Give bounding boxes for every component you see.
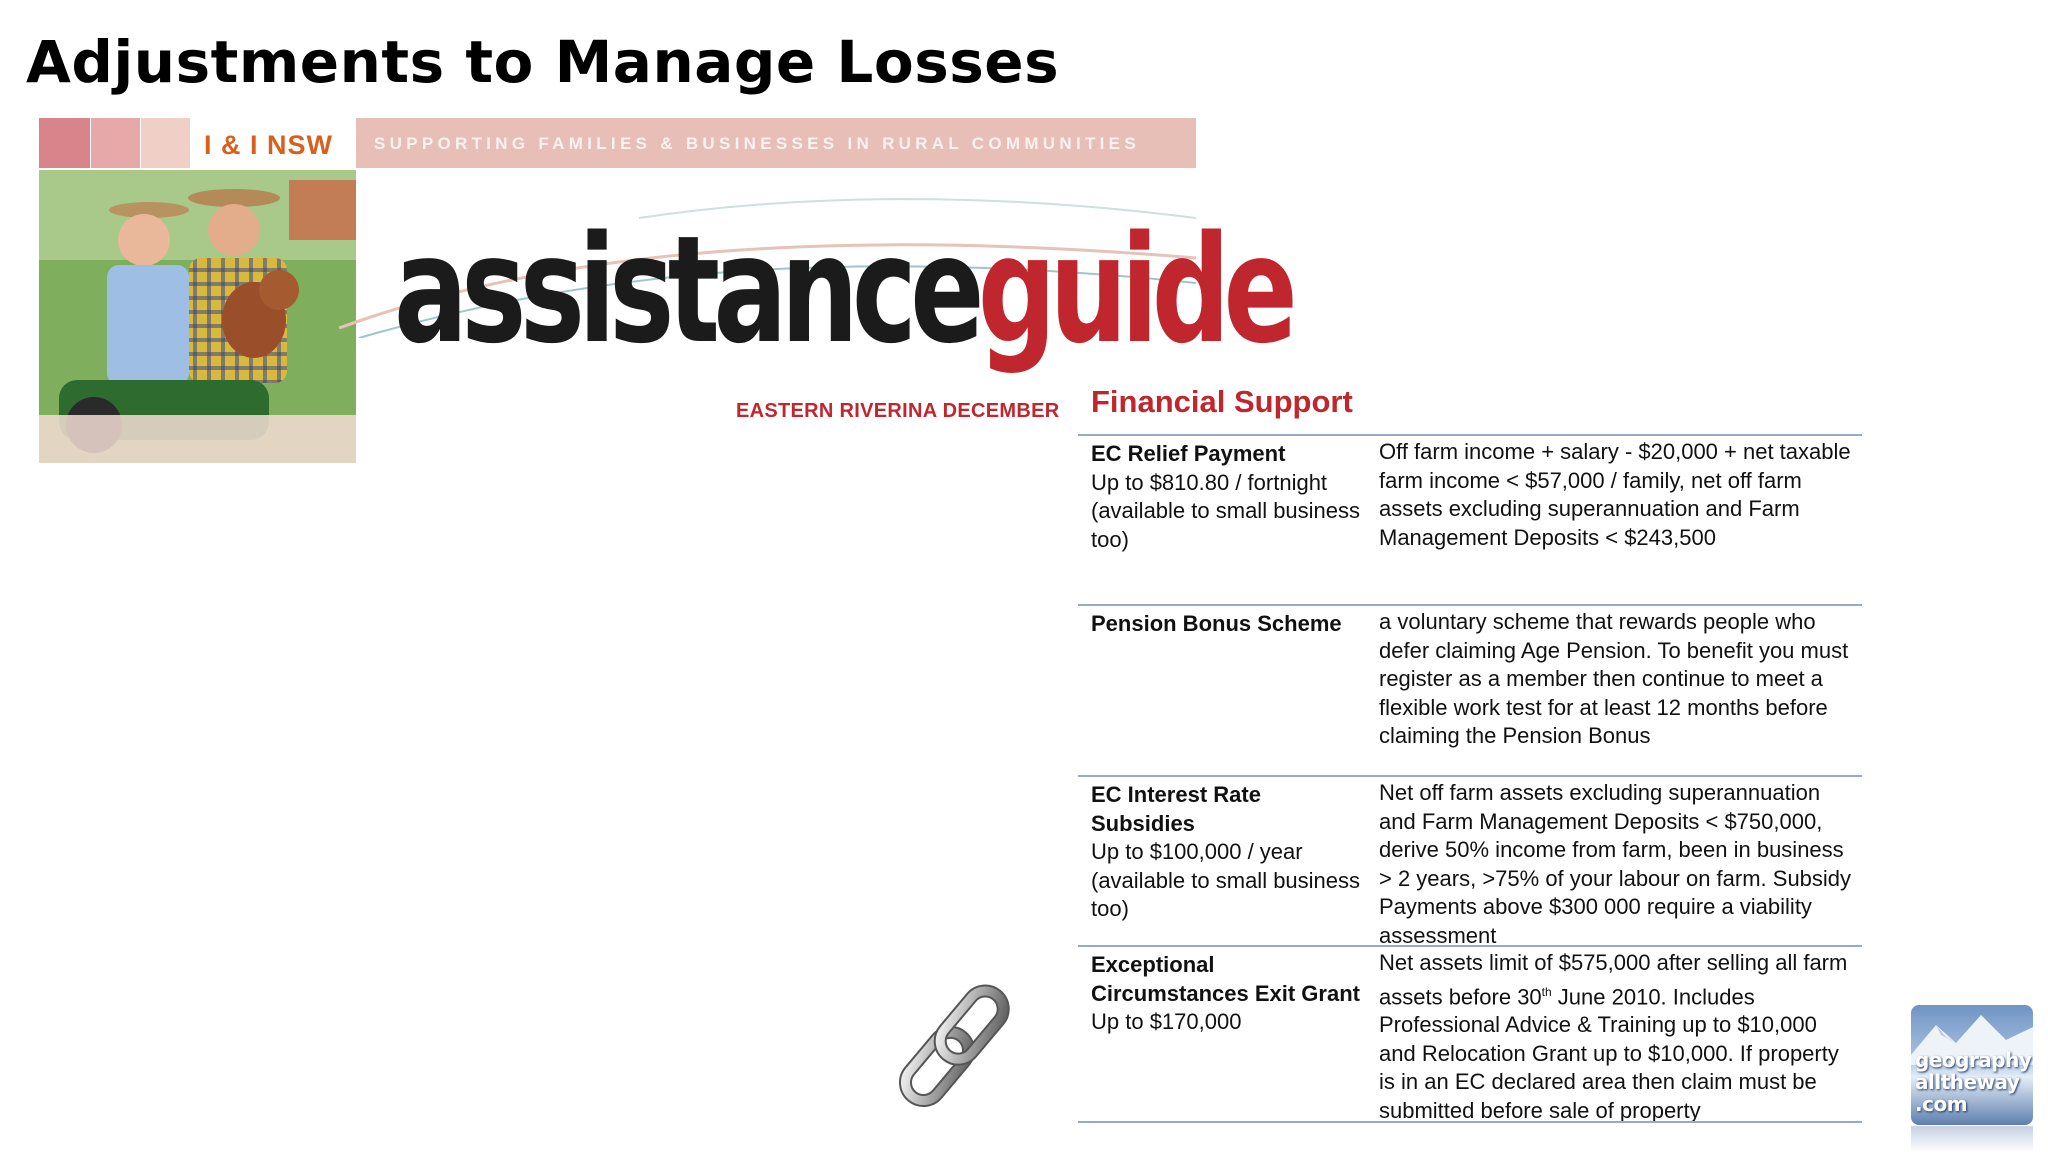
scheme-amount: Up to $100,000 / year (available to small business too) xyxy=(1091,839,1361,921)
table-row xyxy=(1078,604,1862,777)
scheme-name: Exceptional Circumstances Exit Grant xyxy=(1091,952,1360,1006)
color-square xyxy=(141,118,190,168)
slide-title: Adjustments to Manage Losses xyxy=(26,28,1060,96)
color-square xyxy=(91,118,140,168)
scheme-amount: Up to $170,000 xyxy=(1091,1009,1242,1034)
logo-text xyxy=(1915,1049,2033,1115)
table-row xyxy=(1078,434,1862,606)
table-bottom-rule xyxy=(1078,1121,1862,1123)
scheme-name: EC Interest Rate Subsidies xyxy=(1091,782,1261,836)
row-left-cell xyxy=(1091,610,1361,639)
scheme-name: EC Relief Payment xyxy=(1091,441,1286,466)
assistance-guide-title xyxy=(394,204,1292,376)
department-logo: I & I NSW xyxy=(204,130,333,160)
logo-line: geography xyxy=(1915,1048,2032,1072)
criteria-text: June 2010. Includes Professional Advice & Training up to $10,000 and Relocation Grant up to $10,000. If property is in an EC declared area then claim must be submitted before sale of property xyxy=(1379,983,1839,1123)
row-left-cell xyxy=(1091,440,1361,554)
scheme-name: Pension Bonus Scheme xyxy=(1091,611,1342,636)
geography-all-the-way-logo xyxy=(1911,1005,2033,1152)
tagline: SUPPORTING FAMILIES & BUSINESSES IN RURAL COMMUNITIES xyxy=(374,134,1140,153)
table-row xyxy=(1078,945,1862,1123)
title-assistance: assistance xyxy=(394,204,978,376)
ordinal-suffix: th xyxy=(1541,984,1552,999)
financial-support-heading: Financial Support xyxy=(1091,384,1353,419)
region-label: EASTERN RIVERINA DECEMBER xyxy=(736,400,1060,422)
title-guide: guide xyxy=(977,204,1292,376)
logo-reflection xyxy=(1911,1126,2033,1152)
scheme-amount: Up to $810.80 / fortnight (available to small business too) xyxy=(1091,469,1361,552)
criteria-text: Net assets limit of $575,000 after selling all farm assets before 30 xyxy=(1379,950,1848,1009)
table-row xyxy=(1078,775,1862,947)
scheme-criteria: Off farm income + salary - $20,000 + net taxable farm income < $57,000 / family, net off farm assets excluding superannuation and Farm Management Deposits < $243,500 xyxy=(1379,439,1851,550)
color-square xyxy=(39,118,90,168)
logo-line: alltheway xyxy=(1915,1070,2020,1094)
row-left-cell xyxy=(1091,951,1361,1037)
row-left-cell xyxy=(1091,781,1361,924)
logo-line: .com xyxy=(1915,1092,1968,1116)
logo-box xyxy=(1911,1005,2033,1125)
scheme-criteria xyxy=(1379,949,1859,1125)
scheme-criteria: a voluntary scheme that rewards people who defer claiming Age Pension. To benefit you must register as a member then continue to meet a flexible work test for at least 12 months before claiming the Pension Bonus xyxy=(1379,609,1849,748)
chain-link-icon[interactable] xyxy=(880,975,1030,1115)
scheme-criteria: Net off farm assets excluding superannuation and Farm Management Deposits < $750,000, derive 50% income from farm, been in business > 2 years, >75% of your labour on farm. Subsidy Payments above $300 000 require a viability assessment xyxy=(1379,780,1852,948)
